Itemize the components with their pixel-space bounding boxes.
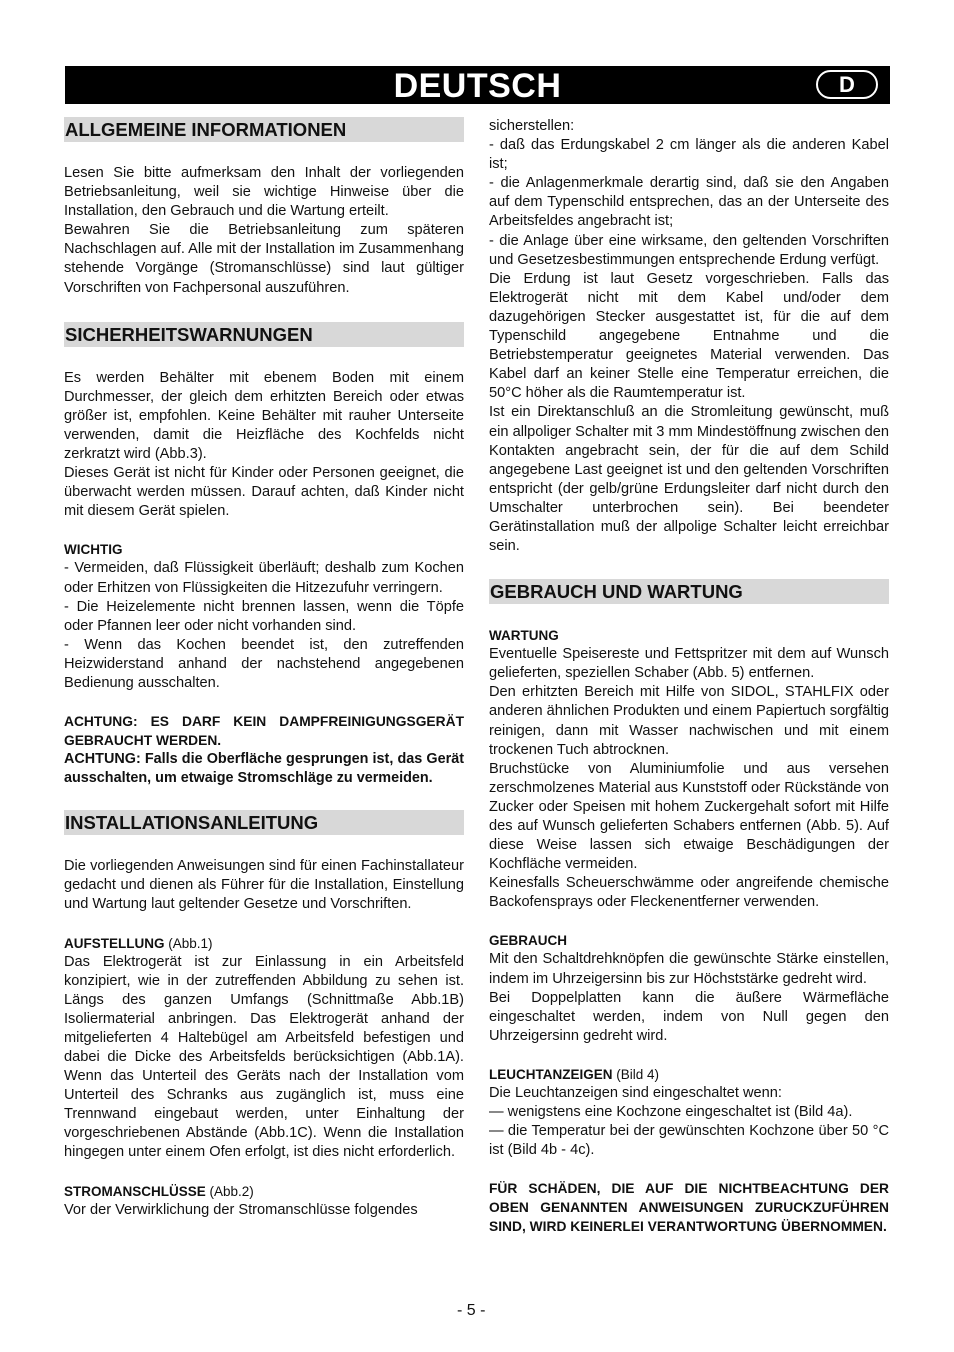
- subheading-wichtig: WICHTIG: [64, 542, 123, 558]
- list-item: — wenigstens eine Kochzone eingeschaltet ist (Bild 4a).: [489, 1104, 853, 1121]
- subheading-wartung: WARTUNG: [489, 628, 559, 644]
- paragraph: Bewahren Sie die Betriebsanleitung zum späteren Nachschlagen auf. Alle mit der Installation im Zusammenhang stehende Vorgänge (Stromanschlüsse) sind laut gültiger Vorschriften von Fachpersonal auszuführen.: [64, 222, 464, 296]
- paragraph: sicherstellen:: [489, 118, 575, 134]
- page-number: - 5 -: [457, 1302, 486, 1319]
- paragraph: Die Leuchtanzeigen sind eingeschaltet wenn:: [489, 1084, 782, 1101]
- list-item: - daß das Erdungskabel 2 cm länger als die anderen Kabel ist;: [489, 137, 889, 173]
- heading-allgemeine-informationen: ALLGEMEINE INFORMATIONEN: [64, 117, 464, 142]
- subheading-stromanschluesse: [64, 1182, 464, 1201]
- right-column: [489, 117, 889, 1236]
- paragraph: Das Elektrogerät ist zur Einlassung in ein Arbeitsfeld konzipiert, wie in der zutreffenden Abbildung zu sehen ist. Längs des ganzen Umfangs (Schnittmaße Abb.1B) Isoliermaterial anbringen. Das Elektrogerät anhand der mitgelieferten 4 Haltebügel am Arbeitsfeld befestigen und dabei die Dicke des Arbeitsfelds berücksichtigen (Abb.1A). Wenn das Unterteil des Geräts nach der Installation vom Unterteil des Schranks aus zugänglich ist, muss eine Trennwand eingebaut werden, unter Einhaltung der vorgeschriebenen Abstände (Abb.1C). Wenn die Installation hingegen unter einem Ofen erfolgt, ist dies nicht erforderlich.: [64, 953, 464, 1161]
- language-badge: D: [816, 70, 878, 99]
- list-item: - die Anlage über eine wirksame, den geltenden Vorschriften und Gesetzesbestimmungen entsprechende Erdung verfügt.: [489, 232, 889, 268]
- paragraph: Mit den Schaltdrehknöpfen die gewünschte Stärke einstellen, indem im Uhrzeigersinn bis zur Höchststärke gedreht wird.: [489, 951, 889, 987]
- paragraph: Die Erdung ist laut Gesetz vorgeschrieben. Falls das Elektrogerät nicht mit dem Kabel und/oder dem dazugehörigen Stecker ausgestattet ist, für die auf dem Typenschild angegebene Entnahme und die Betriebstemperatur geeignetes Material verwenden. Das Kabel darf an keiner Stelle eine Temperatur erreichen, die 50°C höher als die Raumtemperatur ist.: [489, 270, 889, 402]
- liability-disclaimer: FÜR SCHÄDEN, DIE AUF DIE NICHTBEACHTUNG DER OBEN GENANNTEN ANWEISUNGEN ZURUCKZUFÜHREN SIND, WIRD KEINERLEI VERANTWORTUNG ÜBERNOMMEN.: [489, 1181, 889, 1235]
- paragraph: Ist ein Direktanschluß an die Stromleitung gewünscht, muß ein allpoliger Schalter mit 3 mm Mindestöffnung zwischen den Kontakten angebracht sein, der für die auf dem Schild angegebene Last geeignet ist und den geltenden Vorschriften entspricht (der gelb/grüne Erdungsleiter darf nicht durch den Umschalter unterbrochen sein). Bei beendeter Gerätinstallation muß der allpolige Schalter leicht erreichbar sein.: [489, 404, 889, 555]
- list-item: - die Anlagenmerkmale derartig sind, daß sie den Angaben auf dem Typenschild entsprechen, das an der Unterseite des Arbeitsfeldes angebracht ist;: [489, 175, 889, 230]
- subheading-title: STROMANSCHLÜSSE: [64, 1183, 206, 1199]
- paragraph: Keinesfalls Scheuerschwämme oder angreifende chemische Backofensprays oder Fleckenentferner verwenden.: [489, 875, 889, 911]
- page-title: DEUTSCH: [393, 67, 562, 105]
- paragraph: Dieses Gerät ist nicht für Kinder oder Personen geeignet, die überwacht werden müssen. Darauf achten, daß Kinder nicht mit diesem Gerät spielen.: [64, 465, 464, 520]
- paragraph: Es werden Behälter mit ebenem Boden mit einem Durchmesser, der gleich dem erhitzten Bereich oder etwas größer ist, empfohlen. Keine Behälter mit rauher Unterseite verwenden, damit die Heizfläche des Kochfelds nicht zerkratzt wird (Abb.3).: [64, 369, 464, 463]
- heading-gebrauch-und-wartung: GEBRAUCH UND WARTUNG: [489, 579, 889, 604]
- subheading-gebrauch: GEBRAUCH: [489, 933, 568, 949]
- paragraph: Lesen Sie bitte aufmerksam den Inhalt der vorliegenden Betriebsanleitung, weil sie wichtige Hinweise über die Installation, den Gebrauch und die Wartung erteilt.: [64, 165, 464, 220]
- paragraph: Vor der Verwirklichung der Stromanschlüsse folgendes: [64, 1201, 418, 1218]
- warning-steam-cleaner: ACHTUNG: ES DARF KEIN DAMPFREINIGUNGSGERÄT GEBRAUCHT WERDEN.: [64, 714, 464, 749]
- list-item: - Vermeiden, daß Flüssigkeit überläuft; deshalb zum Kochen oder Erhitzen von Flüssigkeiten die Hitzezufuhr verringern.: [64, 560, 464, 596]
- figure-reference: (Bild 4): [616, 1066, 660, 1082]
- heading-installationsanleitung: INSTALLATIONSANLEITUNG: [64, 810, 464, 835]
- subheading-title: LEUCHTANZEIGEN: [489, 1066, 613, 1082]
- list-item: - Wenn das Kochen beendet ist, den zutreffenden Heizwiderstand anhand der nachstehend angegebenen Bedienung ausschalten.: [64, 636, 464, 691]
- heading-sicherheitswarnungen: SICHERHEITSWARNUNGEN: [64, 322, 464, 347]
- list-item: - Die Heizelemente nicht brennen lassen, wenn die Töpfe oder Pfannen leer oder nicht vorhanden sind.: [64, 598, 464, 634]
- paragraph: Eventuelle Speisereste und Fettspritzer mit dem auf Wunsch gelieferten, speziellen Schaber (Abb. 5) entfernen.: [489, 646, 889, 682]
- figure-reference: (Abb.2): [209, 1183, 254, 1199]
- paragraph: Den erhitzten Bereich mit Hilfe von SIDOL, STAHLFIX oder anderen ähnlichen Produkten und einem Papiertuch sorgfältig reinigen, dann mit Wasser nachwischen und mit einem trockenen Tuch abtrocknen.: [489, 684, 889, 758]
- paragraph: Bruchstücke von Aluminiumfolie und aus versehen zerschmolzenes Material aus Kunststoff oder Rückstände von Zucker oder Speisen mit hohem Zuckergehalt sofort mit Hilfe des auf Wunsch gelieferten Schabers entfernen (Abb. 5). Auf diese Weise lassen sich etwaige Beschädigungen der Kochfläche vermeiden.: [489, 760, 889, 873]
- subheading-title: AUFSTELLUNG: [64, 935, 165, 951]
- paragraph: Bei Doppelplatten kann die äußere Wärmefläche eingeschaltet werden, indem von Null gegen den Uhrzeigersinn gedreht wird.: [489, 989, 889, 1044]
- subheading-leuchtanzeigen: [489, 1065, 889, 1084]
- language-banner: [65, 66, 890, 104]
- left-column: [64, 117, 464, 1220]
- warning-cracked-surface: ACHTUNG: Falls die Oberfläche gesprungen ist, das Gerät ausschalten, um etwaige Stromschläge zu vermeiden.: [64, 751, 464, 787]
- paragraph: Die vorliegenden Anweisungen sind für einen Fachinstallateur gedacht und dienen als Führer für die Installation, Einstellung und Wartung laut geltender Gesetze und Vorschriften.: [64, 858, 464, 913]
- list-item: — die Temperatur bei der gewünschten Kochzone über 50 °C ist (Bild 4b - 4c).: [489, 1123, 889, 1159]
- subheading-aufstellung: [64, 934, 464, 953]
- figure-reference: (Abb.1): [168, 935, 213, 951]
